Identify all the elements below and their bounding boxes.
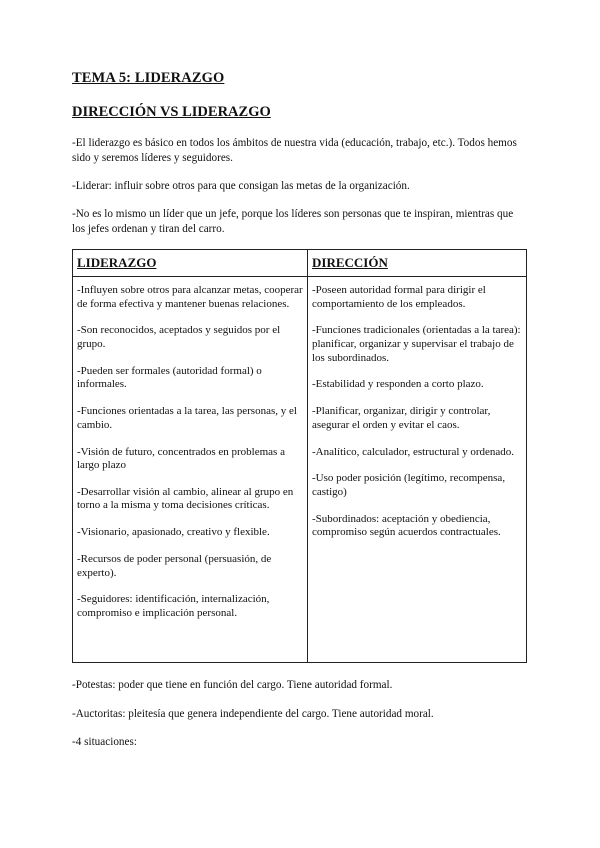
liderazgo-item: -Seguidores: identificación, internalización, compromiso e implicación personal. bbox=[77, 593, 270, 619]
intro-paragraph: -El liderazgo es básico en todos los ámbitos de nuestra vida (educación, trabajo, etc.). Todos hemos sido y seremos líderes y seguidores. bbox=[72, 137, 517, 164]
section-heading: DIRECCIÓN VS LIDERAZGO bbox=[72, 104, 271, 120]
auctoritas-paragraph: -Auctoritas: pleitesía que genera independiente del cargo. Tiene autoridad moral. bbox=[72, 708, 434, 720]
comparison-paragraph: -No es lo mismo un líder que un jefe, porque los líderes son personas que te inspiran, mientras que los jefes ordenan y tiran del carro. bbox=[72, 208, 514, 235]
document-title: TEMA 5: LIDERAZGO bbox=[72, 70, 225, 86]
direccion-item: -Estabilidad y responden a corto plazo. bbox=[312, 378, 484, 391]
direccion-item: -Planificar, organizar, dirigir y controlar, asegurar el orden y evitar el caos. bbox=[312, 405, 491, 431]
header-liderazgo: LIDERAZGO bbox=[73, 250, 308, 277]
direccion-item: -Subordinados: aceptación y obediencia, compromiso según acuerdos contractuales. bbox=[312, 512, 501, 539]
direccion-item: -Funciones tradicionales (orientadas a la tarea): planificar, organizar y supervisar el trabajo de los subordinados. bbox=[312, 324, 521, 364]
situaciones-paragraph: -4 situaciones: bbox=[72, 736, 137, 748]
liderazgo-cell bbox=[73, 277, 308, 663]
table-header-row bbox=[73, 250, 527, 277]
header-direccion: DIRECCIÓN bbox=[308, 250, 527, 277]
direccion-item: -Uso poder posición (legítimo, recompensa, castigo) bbox=[312, 472, 506, 498]
comparison-table bbox=[72, 249, 527, 663]
liderazgo-item: -Son reconocidos, aceptados y seguidos por el grupo. bbox=[77, 324, 281, 350]
liderazgo-item: -Recursos de poder personal (persuasión, de experto). bbox=[77, 553, 272, 579]
liderazgo-item: -Influyen sobre otros para alcanzar metas, cooperar de forma efectiva y mantener buenas relaciones. bbox=[77, 284, 303, 310]
direccion-item: -Poseen autoridad formal para dirigir el comportamiento de los empleados. bbox=[312, 284, 486, 310]
definition-paragraph: -Liderar: influir sobre otros para que consigan las metas de la organización. bbox=[72, 180, 410, 192]
liderazgo-item: -Visionario, apasionado, creativo y flexible. bbox=[77, 526, 270, 539]
direccion-cell bbox=[308, 277, 527, 663]
liderazgo-item: -Funciones orientadas a la tarea, las personas, y el cambio. bbox=[77, 405, 297, 431]
liderazgo-item: -Desarrollar visión al cambio, alinear al grupo en torno a la misma y toma decisiones críticas. bbox=[77, 485, 294, 512]
potestas-paragraph: -Potestas: poder que tiene en función del cargo. Tiene autoridad formal. bbox=[72, 679, 393, 691]
direccion-item: -Analítico, calculador, estructural y ordenado. bbox=[312, 445, 515, 458]
table-body-row bbox=[73, 277, 527, 663]
liderazgo-item: -Visión de futuro, concentrados en problemas a largo plazo bbox=[77, 445, 285, 472]
liderazgo-item: -Pueden ser formales (autoridad formal) o informales. bbox=[77, 364, 262, 391]
